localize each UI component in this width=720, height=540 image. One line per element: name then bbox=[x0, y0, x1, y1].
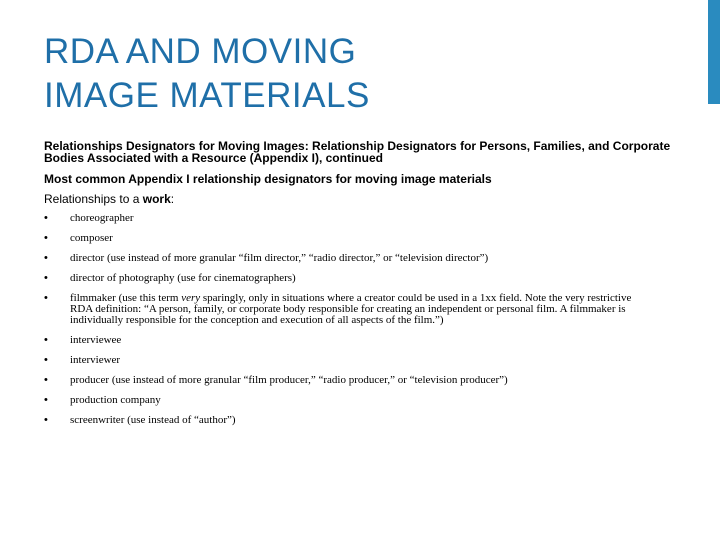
relationships-prefix: Relationships to a bbox=[44, 192, 143, 206]
bullet-icon: • bbox=[44, 232, 48, 244]
list-item-text: director of photography (use for cinematographers) bbox=[70, 272, 296, 284]
list-item bbox=[44, 395, 654, 406]
slide-title-line-2: IMAGE MATERIALS bbox=[44, 76, 370, 115]
list-item-text: interviewer bbox=[70, 354, 121, 366]
bullet-icon: • bbox=[44, 354, 48, 366]
list-item-text: screenwriter (use instead of “author”) bbox=[70, 414, 236, 426]
bullet-icon: • bbox=[44, 334, 48, 346]
bullet-icon: • bbox=[44, 394, 48, 406]
section-heading: Most common Appendix I relationship designators for moving image materials bbox=[44, 172, 492, 186]
bullet-icon: • bbox=[44, 212, 48, 224]
list-item-text-after: sparingly, only in situations where a creator could be used in a 1xx field. Note the very restrictive RDA definition: “A person, family, or corporate body responsible for creating an independent or personal film. A filmmaker is individually responsible for the conception and execution of all aspects of the film.”) bbox=[70, 292, 632, 326]
bullet-icon: • bbox=[44, 374, 48, 386]
slide-title-line-1: RDA AND MOVING bbox=[44, 32, 357, 71]
list-item-text: interviewee bbox=[70, 334, 122, 346]
slide-title bbox=[44, 30, 684, 118]
list-item-text: producer (use instead of more granular “film producer,” “radio producer,” or “television producer”) bbox=[70, 374, 508, 386]
designator-list bbox=[44, 213, 654, 435]
bullet-icon: • bbox=[44, 272, 48, 284]
list-item-text: production company bbox=[70, 394, 161, 406]
bullet-icon: • bbox=[44, 252, 48, 264]
list-item bbox=[44, 253, 654, 264]
list-item bbox=[44, 415, 654, 426]
list-item-text bbox=[70, 292, 631, 326]
list-item bbox=[44, 355, 654, 366]
list-item bbox=[44, 273, 654, 284]
bullet-icon: • bbox=[44, 414, 48, 426]
bullet-icon: • bbox=[44, 292, 48, 304]
list-item-text-italic: very bbox=[181, 292, 201, 304]
list-item bbox=[44, 213, 654, 224]
accent-bar bbox=[708, 0, 720, 104]
list-item-text: composer bbox=[70, 232, 113, 244]
relationships-intro bbox=[44, 192, 644, 206]
list-item-text: director (use instead of more granular “film director,” “radio director,” or “television director”) bbox=[70, 252, 489, 264]
list-item-text-before: filmmaker (use this term bbox=[70, 292, 182, 304]
relationships-bold-term: work bbox=[142, 192, 171, 206]
list-item bbox=[44, 375, 654, 386]
list-item-text: choreographer bbox=[70, 212, 134, 224]
list-item bbox=[44, 293, 654, 326]
list-item bbox=[44, 233, 654, 244]
list-item bbox=[44, 335, 654, 346]
relationships-suffix: : bbox=[170, 192, 175, 206]
slide-subtitle: Relationships Designators for Moving Images: Relationship Designators for Persons, Families, and Corporate Bodies Associated with a Resource (Appendix I), continued bbox=[44, 139, 671, 165]
